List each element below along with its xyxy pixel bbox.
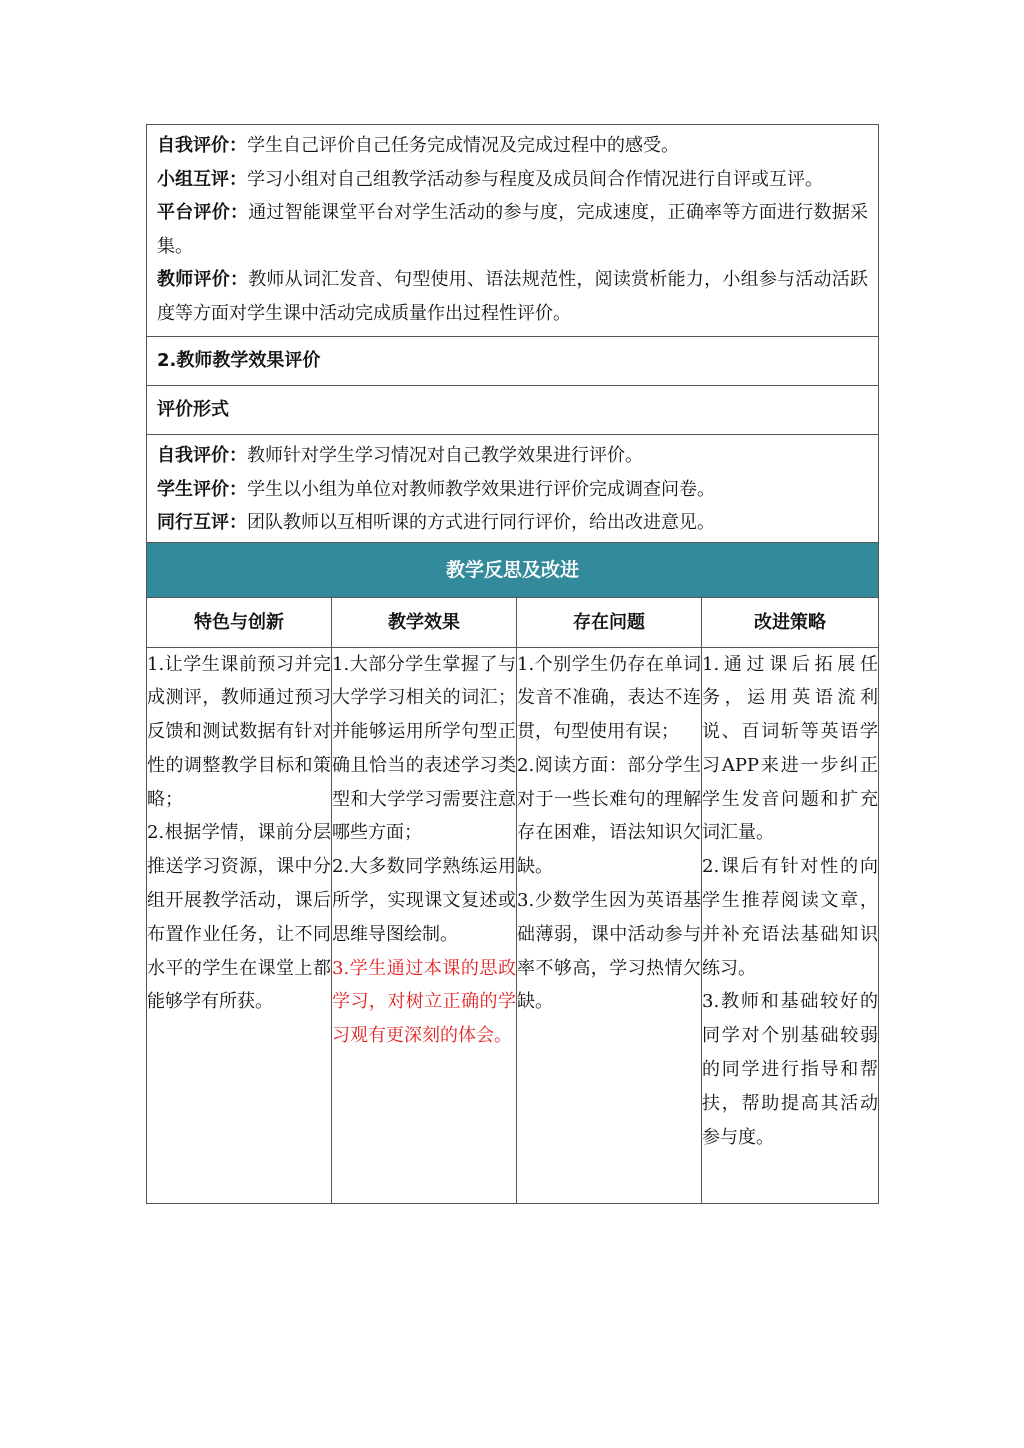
column-header: 特色与创新 (147, 597, 332, 647)
cell-paragraph: 2.课后有针对性的向学生推荐阅读文章，并补充语法基础知识练习。 (702, 856, 878, 979)
eval-item: 教师评价：教师从词汇发音、句型使用、语法规范性，阅读赏析能力，小组参与活动活跃度等方面对学生课中活动完成质量作出过程性评价。 (157, 269, 868, 324)
cell-paragraph-highlight: 3.学生通过本课的思政学习，对树立正确的学习观有更深刻的体会。 (332, 957, 516, 1047)
eval-item: 学生评价：学生以小组为单位对教师教学效果进行评价完成调查问卷。 (157, 478, 715, 500)
evaluation-table (146, 124, 879, 1204)
eval-item: 自我评价：教师针对学生学习情况对自己教学效果进行评价。 (157, 445, 643, 466)
column-header: 教学效果 (332, 597, 517, 647)
form-title: 评价形式 (157, 399, 229, 420)
column-header: 存在问题 (517, 597, 702, 647)
problems-cell (517, 647, 702, 1203)
cell-paragraph: 1.通过课后拓展任务，运用英语流利说、百词斩等英语学习APP来进一步纠正学生发音问题和扩充词汇量。 (702, 653, 878, 844)
process-evaluation-row (147, 125, 879, 337)
form-title-row (147, 386, 879, 435)
effects-cell (332, 647, 517, 1203)
process-evaluation-block (147, 125, 878, 336)
cell-paragraph: 2.大多数同学熟练运用所学，实现课文复述或思维导图绘制。 (332, 856, 516, 945)
reflection-content-row (147, 647, 879, 1203)
evaluation-document (146, 124, 878, 1204)
reflection-banner-row (147, 542, 879, 597)
eval-item: 平台评价：通过智能课堂平台对学生活动的参与度，完成速度，正确率等方面进行数据采集。 (157, 202, 868, 257)
cell-paragraph: 3.少数学生因为英语基础薄弱，课中活动参与率不够高，学习热情欠缺。 (517, 890, 701, 1013)
eval-item: 同行互评：团队教师以互相听课的方式进行同行评价，给出改进意见。 (157, 512, 715, 533)
eval-item: 小组互评：学习小组对自己组教学活动参与程度及成员间合作情况进行自评或互评。 (157, 168, 823, 190)
section-title: 2.教师教学效果评价 (157, 350, 321, 371)
cell-paragraph: 1.个别学生仍存在单词发音不准确，表达不连贯，句型使用有误； (517, 653, 701, 743)
features-cell (147, 647, 332, 1203)
reflection-banner: 教学反思及改进 (147, 542, 879, 597)
eval-item: 自我评价：学生自己评价自己任务完成情况及完成过程中的感受。 (157, 135, 679, 156)
column-header: 改进策略 (702, 597, 879, 647)
teacher-evaluation-row (147, 435, 879, 543)
cell-paragraph: 2.阅读方面：部分学生对于一些长难句的理解存在困难，语法知识欠缺。 (517, 754, 701, 878)
section2-title-row (147, 337, 879, 386)
cell-paragraph: 2.根据学情，课前分层推送学习资源，课中分组开展教学活动，课后布置作业任务，让不同水平的学生在课堂上都能够学有所获。 (147, 822, 331, 1013)
teacher-evaluation-block (147, 435, 878, 542)
column-header-row (147, 597, 879, 647)
cell-paragraph: 3.教师和基础较好的同学对个别基础较弱的同学进行指导和帮扶，帮助提高其活动参与度。 (702, 991, 878, 1148)
strategies-cell (702, 647, 879, 1203)
cell-paragraph: 1.大部分学生掌握了与大学学习相关的词汇；并能够运用所学句型正确且恰当的表述学习类型和大学学习需要注意哪些方面； (332, 653, 516, 844)
cell-paragraph: 1.让学生课前预习并完成测评，教师通过预习反馈和测试数据有针对性的调整教学目标和策略； (147, 653, 331, 810)
